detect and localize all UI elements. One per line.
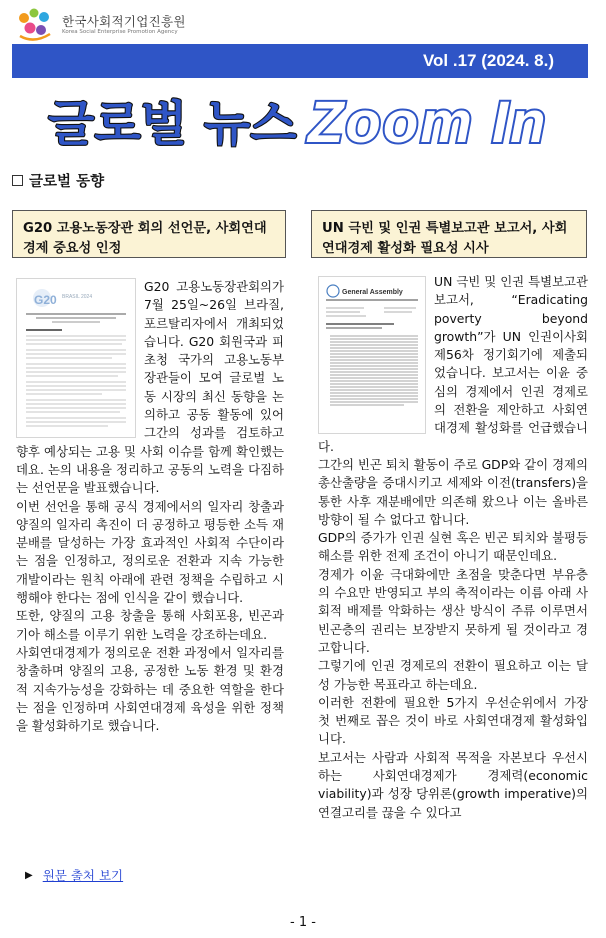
right-paragraph-5: 그렇기에 인권 경제로의 전환이 필요하고 이는 달성 가능한 목표라고 하는데요. bbox=[318, 658, 588, 692]
section-heading-text: 글로벌 동향 bbox=[29, 174, 105, 190]
right-headline-box bbox=[311, 210, 587, 258]
org-logo bbox=[14, 4, 214, 44]
left-paragraph-3: 또한, 양질의 고용 창출을 통해 사회포용, 빈곤과 기아 해소를 이루기 위한 노력을 강조하는데요. bbox=[16, 608, 284, 642]
volume-label: Vol .17 (2024. 8.) bbox=[422, 51, 554, 70]
right-paragraph-6: 이러한 전환에 필요한 5가지 우선순위에서 가장 첫 번째로 꼽은 것이 바로 사회연대경제 활성화입니다. bbox=[318, 694, 588, 747]
triangle-right-icon: ▶ bbox=[25, 869, 33, 881]
left-article-thumbnail bbox=[16, 278, 136, 438]
org-logo-icon bbox=[14, 4, 58, 44]
left-article-body bbox=[16, 278, 284, 735]
title-graphic bbox=[12, 86, 588, 158]
source-link[interactable]: 원문 출처 보기 bbox=[42, 868, 124, 883]
left-headline: G20 고용노동장관 회의 선언문, 사회연대경제 중요성 인정 bbox=[23, 221, 267, 256]
left-headline-box bbox=[12, 210, 286, 258]
right-paragraph-4: 경제가 이윤 극대화에만 초점을 맞춘다면 부유층의 수요만 반영되고 부의 축적이라는 이름 아래 사회적 배제를 악화하는 생산 방식이 주류 이루면서 빈곤층의 권리는 보장받지 못하게 될 것이라고 경고합니다. bbox=[318, 566, 588, 655]
right-paragraph-2: 그간의 빈곤 퇴치 활동이 주로 GDP와 같이 경제의 총산출량을 증대시키고 세제와 이전(transfers)을 통한 사후 재분배에만 의존해 왔으나 이는 올바른 방향이 될 수 없다고 합니다. bbox=[318, 456, 588, 527]
left-paragraph-2: 이번 선언을 통해 공식 경제에서의 일자리 창출과 양질의 일자리 촉진이 더 공정하고 평등한 소득 재분배를 달성하는 가장 효과적인 사회적 수단이라는 점을 인정하고, 정의로운 전환과 지속 가능한 개발이라는 원칙 아래에 관련 정책을 수립하고 시행해야 한다는 점에 인식을 같이 했습니다. bbox=[16, 498, 284, 606]
right-paragraph-3: GDP의 증가가 인권 실현 혹은 빈곤 퇴치와 불평등 해소를 위한 전제 조건이 아니기 때문인데요. bbox=[318, 530, 588, 564]
title-english: Zoom In bbox=[308, 90, 548, 155]
right-article-body bbox=[318, 273, 588, 822]
svg-text:BRASIL 2024: BRASIL 2024 bbox=[62, 294, 93, 300]
svg-text:G20: G20 bbox=[34, 293, 57, 307]
left-paragraph-4: 사회연대경제가 정의로운 전환 과정에서 일자리를 창출하며 양질의 고용, 공정한 노동 환경 및 환경적 지속가능성을 강화하는 데 중요한 역할을 한다는 점을 인정하며 사회연대경제 육성을 위한 정책을 활성화하기로 했습니다. bbox=[16, 644, 284, 734]
section-heading bbox=[12, 170, 104, 191]
org-name-kr: 한국사회적기업진흥원 bbox=[62, 14, 186, 29]
document-thumbnail-icon bbox=[22, 284, 130, 432]
volume-bar bbox=[12, 44, 588, 78]
checkbox-square-icon bbox=[12, 175, 23, 186]
title-korean: 글로벌 뉴스 bbox=[48, 96, 297, 152]
page-number: - 1 - bbox=[290, 915, 316, 930]
right-paragraph-1: UN 극빈 및 인권 특별보고관 보고서, “Eradicating poverty beyond growth”가 UN 인권이사회 제56차 정기회기에 제출되었습니다. 보고서는 이윤 중심의 경제에서 인권 경제로의 전환을 제안하고 사회연대경제 활성화를 언급했습니다. bbox=[318, 274, 588, 454]
left-paragraph-1: G20 고용노동장관회의가 7월 25일~26일 브라질, 포르탈리자에서 개최되었습니다. G20 회원국과 피 초청 국가의 고용노동부 장관들이 모여 글로벌 노동 시장의 최신 동향을 논의하고 공동 활동에 있어 그간의 성과를 검토하고 향후 예상되는 고용 및 사회 이슈를 함께 확인했는데요. 논의 내용을 정리하고 공동의 노력을 다짐하는 선언문을 발표했습니다. bbox=[16, 279, 284, 496]
right-headline: UN 극빈 및 인권 특별보고관 보고서, 사회연대경제 활성화 필요성 시사 bbox=[322, 221, 568, 256]
source-link-row bbox=[25, 866, 123, 884]
org-name-en: Korea Social Enterprise Promotion Agency bbox=[62, 29, 178, 35]
newsletter-title bbox=[12, 86, 588, 158]
svg-text:General Assembly: General Assembly bbox=[342, 289, 403, 296]
document-thumbnail-icon bbox=[324, 282, 420, 428]
right-paragraph-7: 보고서는 사람과 사회적 목적을 자본보다 우선시하는 사회연대경제가 경제력(economic viability)과 성장 당위론(growth imperative)의 연결고리를 끊을 수 있다고 bbox=[318, 749, 588, 820]
right-article-thumbnail bbox=[318, 276, 426, 434]
